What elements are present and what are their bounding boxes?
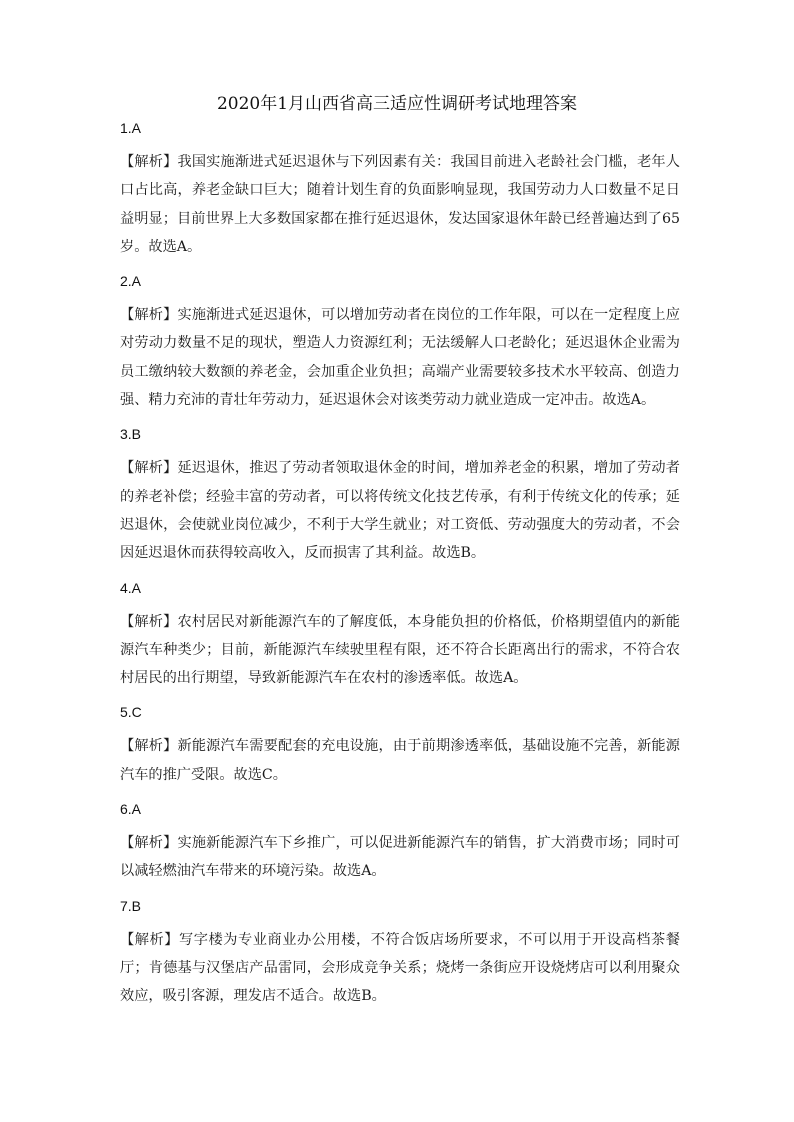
answer-item-1 <box>120 118 680 261</box>
answer-item-6 <box>120 799 680 886</box>
answer-item-3 <box>120 424 680 567</box>
answer-explanation: 【解析】农村居民对新能源汽车的了解度低，本身能负担的价格低，价格期望值内的新能源汽车种类少；目前，新能源汽车续驶里程有限，还不符合长距离出行的需求，不符合农村居民的出行期望，导致新能源汽车在农村的渗透率低。故选A。 <box>120 613 680 687</box>
answer-explanation: 【解析】新能源汽车需要配套的充电设施，由于前期渗透率低，基础设施不完善，新能源汽车的推广受限。故选C。 <box>120 738 680 783</box>
answer-item-4 <box>120 578 680 693</box>
answer-item-2 <box>120 271 680 414</box>
answer-item-7 <box>120 896 680 1011</box>
answer-number: 4.A <box>120 579 142 596</box>
answer-explanation: 【解析】我国实施渐进式延迟退休与下列因素有关：我国目前进入老龄社会门槛，老年人口占比高，养老金缺口巨大；随着计划生育的负面影响显现，我国劳动力人口数量不足日益明显；目前世界上大多数国家都在推行延迟退休，发达国家退休年龄已经普遍达到了65岁。故选A。 <box>120 154 680 255</box>
answer-number: 7.B <box>120 897 142 914</box>
answer-explanation: 【解析】写字楼为专业商业办公用楼，不符合饭店场所要求，不可以用于开设高档茶餐厅；肯德基与汉堡店产品雷同，会形成竞争关系；烧烤一条街应开设烧烤店可以利用聚众效应，吸引客源，理发店不适合。故选B。 <box>120 931 680 1005</box>
answer-item-5 <box>120 702 680 789</box>
answer-number: 5.C <box>120 704 142 721</box>
answer-number: 3.B <box>120 426 142 443</box>
page-title: 2020年1月山西省高三适应性调研考试地理答案 <box>216 94 578 114</box>
answer-explanation: 【解析】实施渐进式延迟退休，可以增加劳动者在岗位的工作年限，可以在一定程度上应对劳动力数量不足的现状，塑造人力资源红利；无法缓解人口老龄化；延迟退休企业需为员工缴纳较大数额的养老金，会加重企业负担；高端产业需要较多技术水平较高、创造力强、精力充沛的青壮年劳动力，延迟退休会对该类劳动力就业造成一定冲击。故选A。 <box>120 307 680 409</box>
answer-number: 1.A <box>120 120 142 136</box>
answer-explanation: 【解析】实施新能源汽车下乡推广，可以促进新能源汽车的销售，扩大消费市场；同时可以减轻燃油汽车带来的环境污染。故选A。 <box>120 835 680 880</box>
answer-list <box>120 118 680 1021</box>
answer-number: 6.A <box>120 801 142 818</box>
answer-number: 2.A <box>120 273 142 290</box>
answer-explanation: 【解析】延迟退休，推迟了劳动者领取退休金的时间，增加养老金的积累，增加了劳动者的养老补偿；经验丰富的劳动者，可以将传统文化技艺传承，有利于传统文化的传承；延迟退休，会使就业岗位减少，不利于大学生就业；对工资低、劳动强度大的劳动者，不会因延迟退休而获得较高收入，反而损害了其利益。故选B。 <box>120 460 680 562</box>
